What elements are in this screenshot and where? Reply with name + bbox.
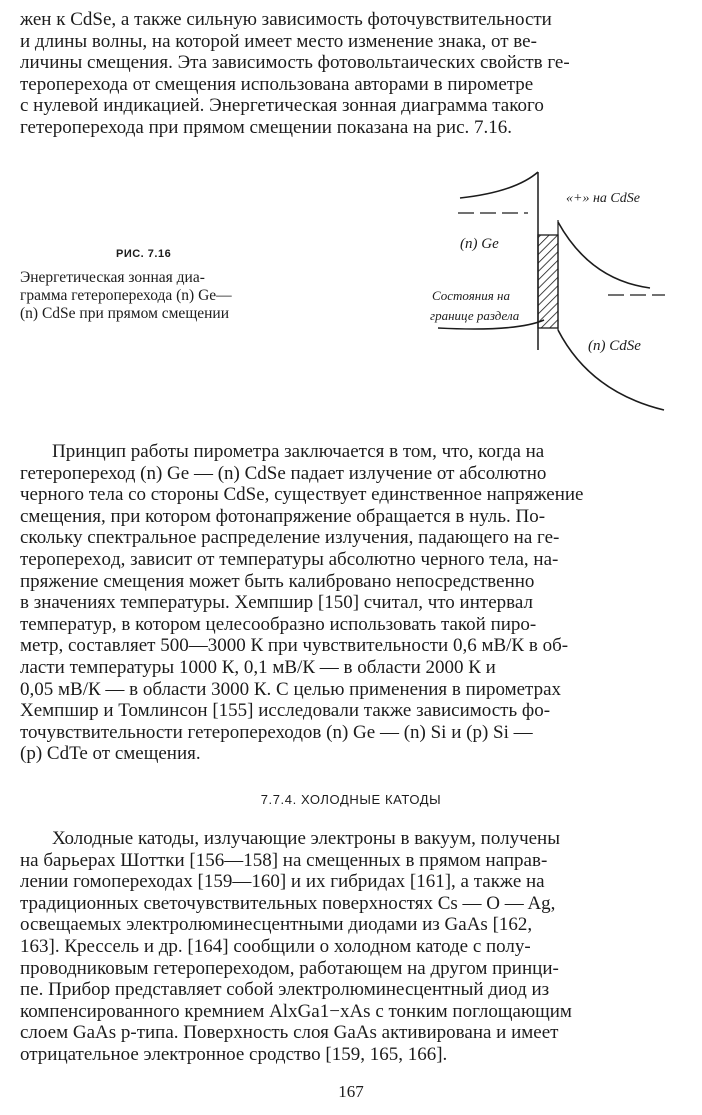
- text-line: на барьерах Шоттки [156—158] на смещенных в прямом направ-: [20, 849, 548, 871]
- text-line: лении гомопереходах [159—160] и их гибридах [161], а также на: [20, 871, 545, 893]
- caption-line: Энергетическая зонная диа-: [20, 269, 205, 286]
- text-line: проводниковым гетеропереходом, работающем на другом принци-: [20, 957, 559, 979]
- caption-line: грамма гетероперехода (n) Ge—: [20, 287, 232, 304]
- section-heading: 7.7.4. ХОЛОДНЫЕ КАТОДЫ: [260, 792, 442, 807]
- text-line: в значениях температуры. Хемпшир [150] считал, что интервал: [20, 592, 533, 614]
- interface-label-line1: Состояния на: [432, 288, 510, 303]
- cdse-region-label: (n) CdSe: [588, 338, 641, 354]
- text-line: пряжение смещения может быть калибровано непосредственно: [20, 570, 535, 592]
- figure-caption: [20, 248, 278, 323]
- cdse-conduction-band: [558, 222, 650, 288]
- text-line: традиционных светочувствительных поверхностях Cs — O — Ag,: [20, 892, 556, 914]
- text-line: отрицательное электронное сродство [159, 165, 166].: [20, 1043, 448, 1065]
- text-line: ласти температуры 1000 К, 0,1 мВ/К — в области 2000 К и: [20, 656, 496, 678]
- text-line: температур, в котором целесообразно использовать такой пиро-: [20, 613, 537, 635]
- figure-number: РИС. 7.16: [116, 248, 172, 260]
- text-line: 163]. Крессель и др. [164] сообщили о холодном катоде с полу-: [20, 935, 531, 957]
- text-line: метр, составляет 500—3000 К при чувствительности 0,6 мВ/К в об-: [20, 635, 569, 657]
- interface-label-line2: границе раздела: [430, 308, 520, 323]
- text-line: Холодные катоды, излучающие электроны в вакуум, получены: [52, 828, 560, 849]
- ge-conduction-band: [460, 172, 538, 198]
- text-line: (p) CdTe от смещения.: [20, 743, 201, 765]
- text-line: и длины волны, на которой имеет место изменение знака, от ве-: [20, 30, 537, 52]
- ge-region-label: (n) Ge: [460, 236, 499, 252]
- text-line: 0,05 мВ/К — в области 3000 К. С целью применения в пирометрах: [20, 678, 562, 700]
- paragraph-intro: [20, 9, 686, 139]
- text-line: слоем GaAs p-типа. Поверхность слоя GaAs активирована и имеет: [20, 1022, 559, 1044]
- text-line: гетеропереход (n) Ge — (n) CdSe падает излучение от абсолютно: [20, 462, 547, 484]
- text-line: компенсированного кремнием AlxGa1−xAs с тонким поглощающим: [20, 1000, 572, 1022]
- text-line: Принцип работы пирометра заключается в том, что, когда на: [52, 441, 545, 462]
- bias-label: «+» на CdSe: [566, 191, 640, 206]
- text-line: Хемпшир и Томлинсон [155] исследовали также зависимость фо-: [20, 700, 551, 722]
- text-line: пе. Прибор представляет собой электролюминесцентный диод из: [20, 979, 550, 1001]
- text-line: скольку спектральное распределение излучения, падающего на ге-: [20, 527, 560, 549]
- paragraph-cold-cathodes: [20, 828, 686, 1066]
- text-line: освещаемых электролюминесцентными диодами из GaAs [162,: [20, 914, 533, 936]
- text-line: гетероперехода при прямом смещении показана на рис. 7.16.: [20, 116, 512, 138]
- text-line: личины смещения. Эта зависимость фотовольтаических свойств ге-: [20, 52, 570, 74]
- page-number: 167: [338, 1082, 364, 1101]
- caption-line: (n) CdSe при прямом смещении: [20, 305, 230, 322]
- text-line: черного тела со стороны CdSe, существует единственное напряжение: [20, 484, 584, 506]
- interface-states-region: [538, 235, 558, 328]
- text-line: теропереходa от смещения использована авторами в пирометре: [20, 73, 534, 95]
- text-line: тeроперехoд, зависит от температуры абсолютно черного тела, на-: [20, 548, 559, 570]
- band-diagram: [420, 160, 690, 415]
- text-line: жен к CdSe, а также сильную зависимость фоточувствительности: [20, 9, 552, 30]
- text-line: с нулевой индикацией. Энергетическая зонная диаграмма такого: [20, 95, 544, 117]
- paragraph-pyrometer: [20, 441, 686, 765]
- text-line: смещения, при котором фотонапряжение обращается в нуль. По-: [20, 505, 546, 527]
- text-line: точувствительности гетеропереходов (n) Ge — (n) Si и (p) Si —: [20, 721, 533, 743]
